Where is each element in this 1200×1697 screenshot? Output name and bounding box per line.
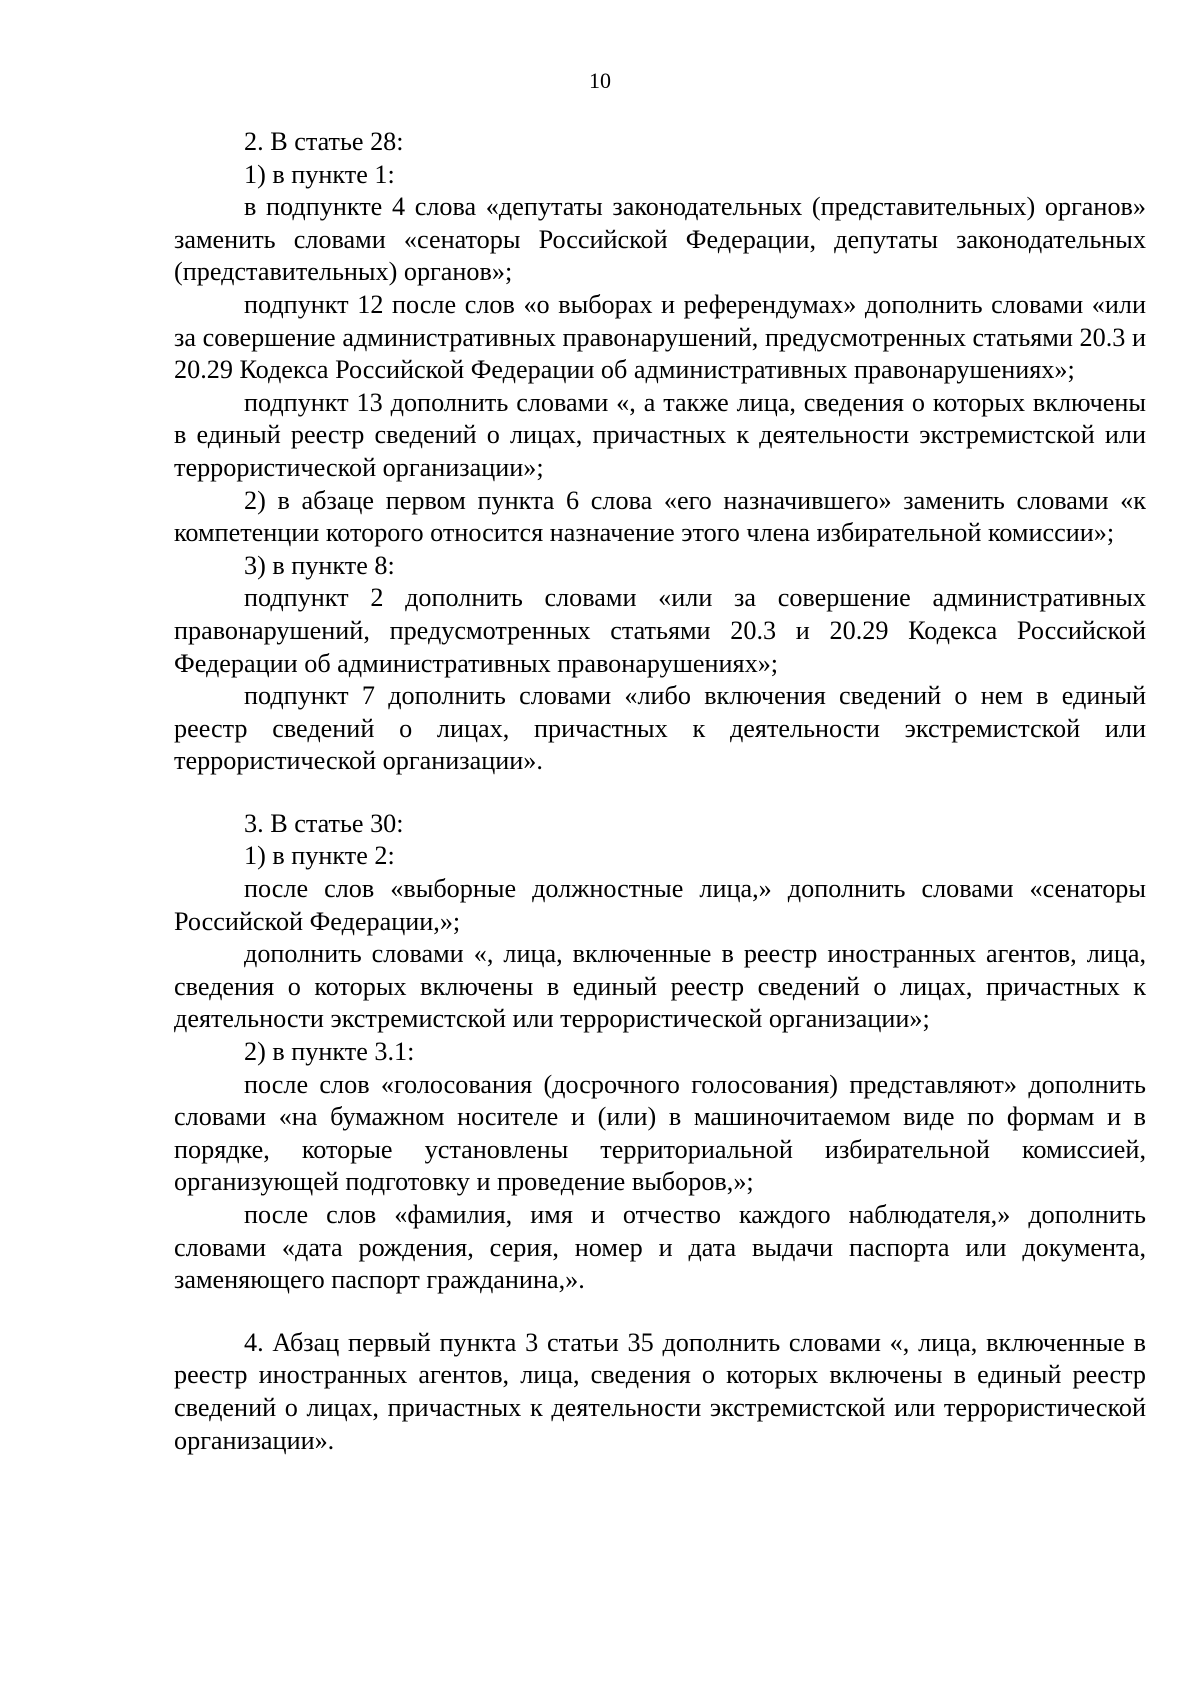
paragraph-subitem-7: подпункт 7 дополнить словами «либо включения сведений о нем в единый реестр сведений о лицах, причастных к деятельности экстремистской или террористической организации».: [174, 681, 1146, 776]
paragraph-after-elected-officials: после слов «выборные должностные лица,» дополнить словами «сенаторы Российской Федерации,»;: [174, 874, 1146, 936]
paragraph-subitem-4: в подпункте 4 слова «депутаты законодательных (представительных) органов» заменить словами «сенаторы Российской Федерации, депутаты законодательных (представительных) органов»;: [174, 192, 1146, 287]
paragraph-subitem-13: подпункт 13 дополнить словами «, а также лица, сведения о которых включены в единый реестр сведений о лицах, причастных к деятельности экстремистской или террористической организации»;: [174, 387, 1146, 482]
section-2-heading: 2. В статье 28:: [244, 127, 404, 156]
section-4-paragraph: 4. Абзац первый пункта 3 статьи 35 дополнить словами «, лица, включенные в реестр иностранных агентов, лица, сведения о которых включены в единый реестр сведений о лицах, причастных к деятельности экстремистской или террористической организации».: [174, 1327, 1146, 1455]
paragraph-clause-1-item-2: 1) в пункте 2:: [244, 841, 395, 871]
paragraph-subitem-12: подпункт 12 после слов «о выборах и референдумах» дополнить словами «или за совершение административных правонарушений, предусмотренных статьями 20.3 и 20.29 Кодекса Российской Федерации об административных правонарушениях»;: [174, 289, 1146, 385]
paragraph-clause-3-item-8: 3) в пункте 8:: [244, 550, 395, 580]
paragraph-after-observer-name: после слов «фамилия, имя и отчество каждого наблюдателя,» дополнить словами «дата рождения, серия, номер и дата выдачи паспорта или документа, заменяющего паспорт гражданина,».: [174, 1200, 1146, 1295]
section-3-heading: 3. В статье 30:: [244, 808, 404, 838]
paragraph-clause-1-item-1: 1) в пункте 1:: [244, 159, 395, 189]
paragraph-after-voting: после слов «голосования (досрочного голосования) представляют» дополнить словами «на бумажном носителе и (или) в машиночитаемом виде по формам и в порядке, которые установлены территориальной избирательной комиссией, организующей подготовку и проведение выборов,»;: [174, 1069, 1146, 1197]
document-body: [174, 126, 1146, 1457]
page-number: 10: [589, 68, 611, 93]
paragraph-foreign-agents: дополнить словами «, лица, включенные в реестр иностранных агентов, лица, сведения о которых включены в единый реестр сведений о лицах, причастных к деятельности экстремистской или террористической организации»;: [174, 939, 1146, 1034]
paragraph-subitem-2: подпункт 2 дополнить словами «или за совершение административных правонарушений, предусмотренных статьями 20.3 и 20.29 Кодекса Российской Федерации об административных правонарушениях»;: [174, 583, 1146, 678]
paragraph-clause-2-item-3-1: 2) в пункте 3.1:: [244, 1037, 415, 1067]
section-spacer: [174, 1297, 1146, 1327]
paragraph-clause-2-item-6: 2) в абзаце первом пункта 6 слова «его назначившего» заменить словами «к компетенции которого относится назначение этого члена избирательной комиссии»;: [174, 485, 1146, 548]
section-spacer: [174, 778, 1146, 808]
